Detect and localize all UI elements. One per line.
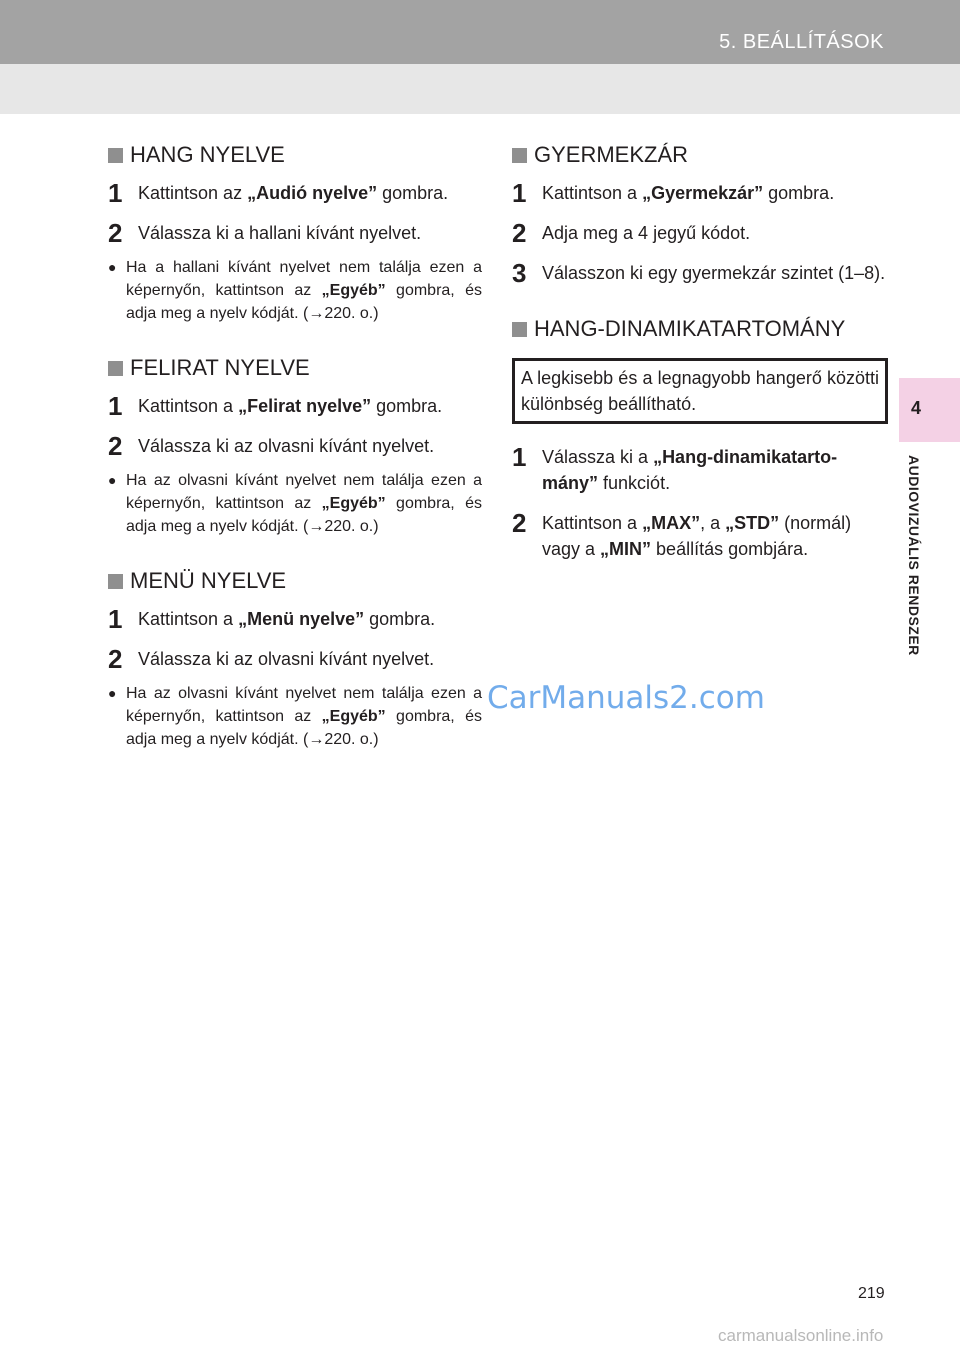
button-ref: „Egyéb” bbox=[321, 708, 386, 725]
step: 1 Kattintson a „Felirat nyelve” gombra. bbox=[108, 391, 443, 421]
bullet-dot-icon: ● bbox=[108, 685, 117, 701]
info-box: A legkisebb és a legnagyobb hangerő közötti különbség beállítható. bbox=[512, 358, 888, 424]
square-bullet-icon bbox=[108, 148, 123, 163]
button-ref: „Gyermekzár” bbox=[642, 183, 764, 203]
note-bullet: ● Ha az olvasni kívánt nyelvet nem találja ezen a képernyőn, kattintson az „Egyéb” gombra, és adja meg a nyelv kódját. (→220. o.) bbox=[108, 469, 482, 538]
button-ref: „MIN” bbox=[600, 539, 652, 559]
right-column bbox=[512, 142, 888, 576]
header-title: 5. BEÁLLÍTÁSOK bbox=[719, 31, 884, 53]
step: 2 Válassza ki a hallani kívánt nyelvet. bbox=[108, 218, 422, 248]
step: 1 Kattintson a „Gyermekzár” gombra. bbox=[512, 178, 835, 208]
step: 1 Válassza ki a „Hang-dinamikatarto-mány” funkciót. bbox=[512, 442, 838, 493]
header-subbar bbox=[0, 64, 960, 114]
button-ref: „Felirat nyelve” bbox=[238, 396, 372, 416]
step: 2 Adja meg a 4 jegyű kódot. bbox=[512, 218, 751, 248]
footer-watermark: carmanualsonline.info bbox=[718, 1326, 884, 1345]
chapter-title-vertical: AUDIOVIZUÁLIS RENDSZER bbox=[906, 455, 922, 656]
step: 2 Válassza ki az olvasni kívánt nyelvet. bbox=[108, 644, 435, 674]
step: 2 Válassza ki az olvasni kívánt nyelvet. bbox=[108, 431, 435, 461]
square-bullet-icon bbox=[512, 322, 527, 337]
watermark-logo: CarManuals2.com bbox=[487, 680, 765, 716]
step: 1 Kattintson az „Audió nyelve” gombra. bbox=[108, 178, 449, 208]
button-ref: „Egyéb” bbox=[321, 282, 386, 299]
square-bullet-icon bbox=[512, 148, 527, 163]
button-ref: „Menü nyelve” bbox=[238, 609, 365, 629]
step: 3 Válasszon ki egy gyermekzár szintet (1–8). bbox=[512, 258, 886, 288]
button-ref: „Audió nyelve” bbox=[247, 183, 378, 203]
note-bullet: ● Ha az olvasni kívánt nyelvet nem találja ezen a képernyőn, kattintson az „Egyéb” gombra, és adja meg a nyelv kódját. (→220. o.) bbox=[108, 682, 482, 751]
button-ref: „Hang-dinamikatarto-mány” bbox=[542, 447, 838, 493]
button-ref: „MAX” bbox=[642, 513, 701, 533]
button-ref: „STD” bbox=[725, 513, 780, 533]
step: 2 Kattintson a „MAX”, a „STD” (normál) vagy a „MIN” beállítás gombjára. bbox=[512, 508, 852, 559]
section-menu-nyelve-heading: MENÜ NYELVE bbox=[108, 568, 482, 594]
chapter-tab bbox=[899, 378, 960, 442]
square-bullet-icon bbox=[108, 361, 123, 376]
section-hang-dinamika-heading: HANG-DINAMIKATARTOMÁNY bbox=[512, 316, 888, 342]
button-ref: „Egyéb” bbox=[321, 495, 386, 512]
note-bullet: ● Ha a hallani kívánt nyelvet nem találja ezen a képernyőn, kattintson az „Egyéb” gombra, és adja meg a nyelv kódját. (→220. o.) bbox=[108, 256, 482, 325]
section-hang-nyelve-heading: HANG NYELVE bbox=[108, 142, 482, 168]
section-gyermekzar-heading: GYERMEKZÁR bbox=[512, 142, 888, 168]
section-felirat-nyelve-heading: FELIRAT NYELVE bbox=[108, 355, 482, 381]
square-bullet-icon bbox=[108, 574, 123, 589]
chapter-tab-number: 4 bbox=[911, 398, 922, 418]
bullet-dot-icon: ● bbox=[108, 472, 117, 488]
page-number: 219 bbox=[858, 1285, 885, 1302]
step: 1 Kattintson a „Menü nyelve” gombra. bbox=[108, 604, 436, 634]
left-column bbox=[108, 142, 482, 759]
bullet-dot-icon: ● bbox=[108, 259, 117, 275]
